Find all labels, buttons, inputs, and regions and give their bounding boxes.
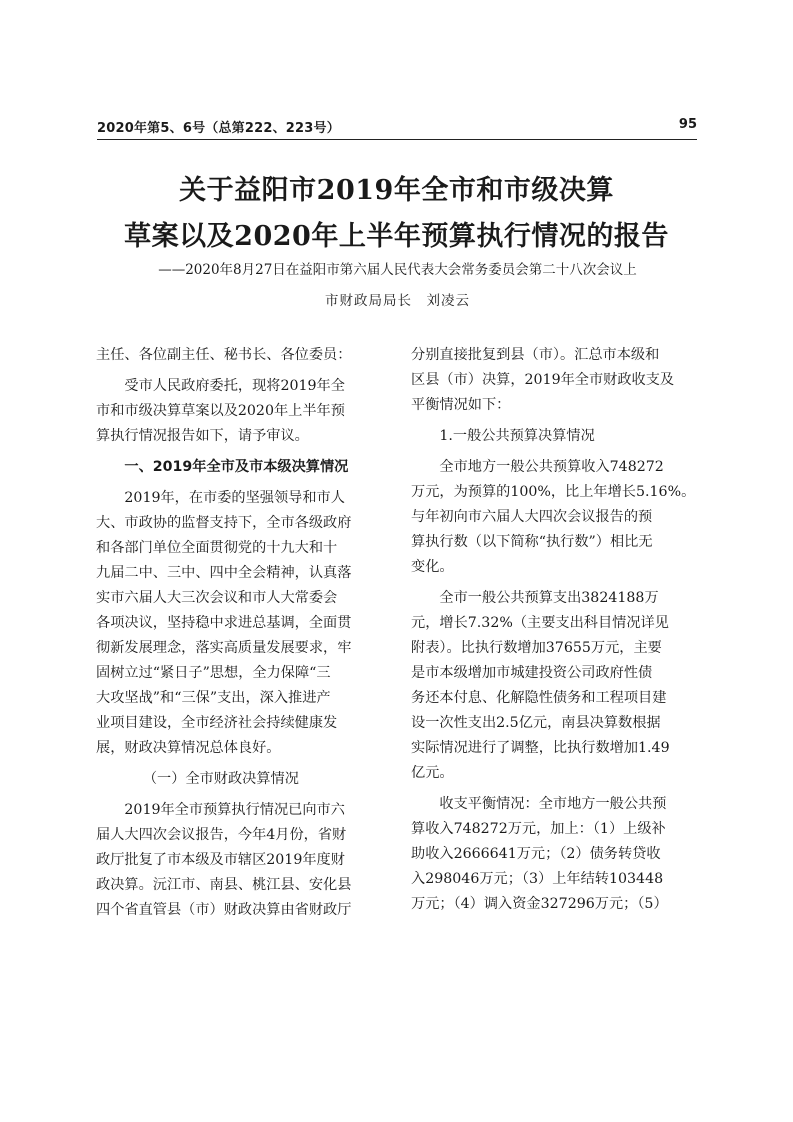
- text-line: 受市人民政府委托，现将2019年全: [124, 378, 345, 394]
- city-budget-paragraph: [96, 798, 394, 923]
- page-header: [97, 117, 697, 137]
- report-title-line-2: 草案以及2020年上半年预算执行情况的报告: [124, 221, 669, 252]
- text-line: 四个省直管县（市）财政决算由省财政厅: [96, 902, 352, 918]
- text-line: 全市一般公共预算支出3824188万: [439, 590, 659, 606]
- text-line: 业项目建设，全市经济社会持续健康发: [96, 715, 338, 731]
- text-line: 固树立过“紧日子”思想，全力保障“三: [96, 665, 331, 681]
- text-line: 是市本级增加市城建投资公司政府性债: [411, 665, 653, 681]
- text-line: 区县（市）决算，2019年全市财政收支及: [411, 372, 675, 388]
- text-line: 变化。: [411, 559, 454, 575]
- text-line: 各项决议，坚持稳中求进总基调，全面贯: [96, 615, 352, 631]
- left-column: [96, 343, 394, 929]
- text-line: 务还本付息、化解隐性债务和工程项目建: [411, 690, 667, 706]
- text-line: 元，增长7.32%（主要支出科目情况详见: [411, 615, 669, 631]
- text-line: 大、市政协的监督支持下，全市各级政府: [96, 515, 352, 531]
- text-line: 主任、各位副主任、秘书长、各位委员：: [96, 347, 352, 363]
- right-column: [411, 343, 709, 923]
- text-line: 助收入2666641万元；（2）债务转贷收: [411, 846, 661, 862]
- section-heading-1: 一、2019年全市及市本级决算情况: [124, 459, 349, 475]
- text-line: 设一次性支出2.5亿元，南县决算数根据: [411, 715, 661, 731]
- section-heading-3: 1.一般公共预算决算情况: [439, 428, 595, 444]
- text-line: 平衡情况如下：: [411, 397, 511, 413]
- balance-paragraph: [411, 792, 709, 917]
- section-heading-2: （一）全市财政决算情况: [142, 771, 299, 787]
- expenditure-paragraph: [411, 586, 709, 786]
- text-line: 附表）。比执行数增加37655万元，主要: [411, 640, 662, 656]
- salutation-paragraph: [96, 343, 394, 368]
- text-line: 全市地方一般公共预算收入748272: [439, 459, 664, 475]
- issue-label: 2020年第5、6号（总第222、223号）: [97, 121, 340, 136]
- intro-paragraph: [96, 374, 394, 449]
- revenue-paragraph: [411, 455, 709, 580]
- text-line: 政厅批复了市本级及市辖区2019年度财: [96, 852, 345, 868]
- text-line: 与年初向市六届人大四次会议报告的预: [411, 509, 653, 525]
- text-line: 万元；（4）调入资金327296万元；（5）: [411, 896, 668, 912]
- text-line: 实际情况进行了调整，比执行数增加1.49: [411, 740, 670, 756]
- text-line: 实市六届人大三次会议和市人大常委会: [96, 590, 338, 606]
- text-line: 大攻坚战”和“三保”支出，深入推进产: [96, 690, 331, 706]
- text-line: 九届二中、三中、四中全会精神，认真落: [96, 565, 352, 581]
- header-divider: [97, 139, 697, 140]
- text-line: 展，财政决算情况总体良好。: [96, 740, 281, 756]
- text-line: 届人大四次会议报告，今年4月份，省财: [96, 827, 347, 843]
- report-author: 市财政局局长 刘凌云: [325, 293, 470, 309]
- text-line: 2019年全市预算执行情况已向市六: [124, 802, 345, 818]
- text-line: 政决算。沅江市、南县、桃江县、安化县: [96, 877, 352, 893]
- text-line: 算收入748272万元，加上：（1）上级补: [411, 821, 666, 837]
- text-line: 亿元。: [411, 765, 454, 781]
- text-line: 算执行数（以下简称“执行数”）相比无: [411, 534, 653, 550]
- text-line: 分别直接批复到县（市）。汇总市本级和: [411, 347, 660, 363]
- overview-paragraph: [96, 486, 394, 761]
- text-line: 彻新发展理念，落实高质量发展要求，牢: [96, 640, 352, 656]
- report-subtitle: ——2020年8月27日在益阳市第六届人民代表大会常务委员会第二十八次会议上: [158, 262, 637, 278]
- page-number: 95: [678, 117, 697, 132]
- text-line: 算执行情况报告如下，请予审议。: [96, 428, 309, 444]
- text-line: 市和市级决算草案以及2020年上半年预: [96, 403, 345, 419]
- report-title-line-1: 关于益阳市2019年全市和市级决算: [179, 175, 614, 206]
- text-line: 2019年，在市委的坚强领导和市人: [124, 490, 345, 506]
- text-line: 收支平衡情况：全市地方一般公共预: [439, 796, 667, 812]
- text-line: 和各部门单位全面贯彻党的十九大和十: [96, 540, 338, 556]
- text-line: 入298046万元；（3）上年结转103448: [411, 871, 664, 887]
- continuation-paragraph: [411, 343, 709, 418]
- text-line: 万元，为预算的100%，比上年增长5.16%。: [411, 484, 696, 500]
